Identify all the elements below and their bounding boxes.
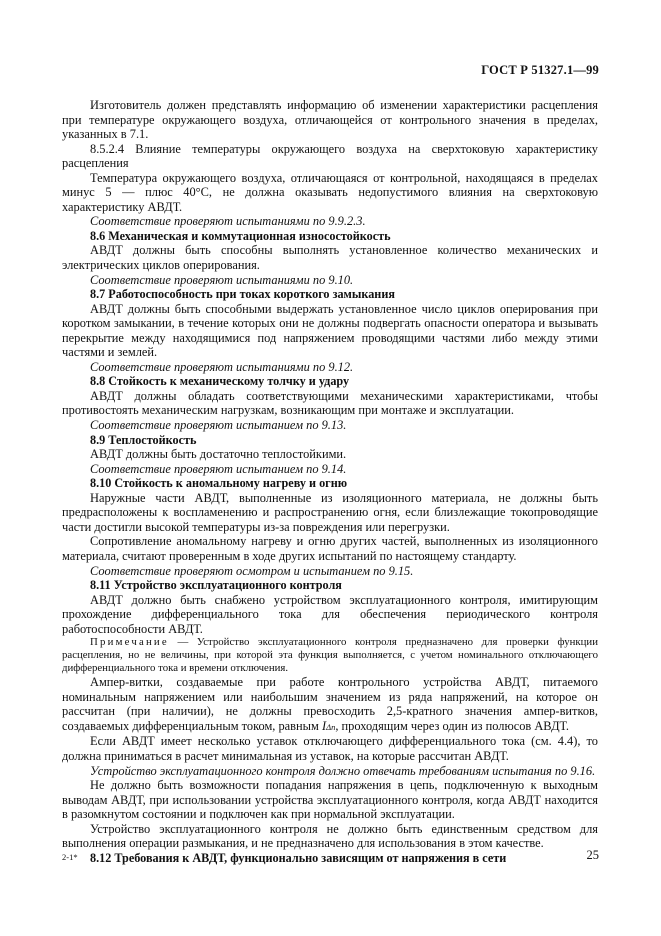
paragraph: Наружные части АВДТ, выполненные из изоляционного материала, не должны быть предрасположены к воспламенению и распространению огня, если близлежащие токопроводящие части достигли высокой температуры из-за повреждения или перегрузки. xyxy=(62,490,598,534)
page-number: 25 xyxy=(586,848,599,862)
current-subscript: Δn xyxy=(326,721,336,732)
paragraph: АВДТ должны быть способными выдержать установленное число циклов оперирования при коротком замыкании, в течение которых они не должны подвергать опасности оператора и вызывать перекрытие между находящимися под напряжением проводящими частями либо между этими частями и землей. xyxy=(62,301,598,360)
section-heading-8-8: 8.8 Стойкость к механическому толчку и удару xyxy=(90,374,350,389)
section-heading-8-11: 8.11 Устройство эксплуатационного контроля xyxy=(90,578,342,593)
paragraph: Сопротивление аномальному нагреву и огню других частей, выполненных из изоляционного материала, считают проверенным в ходе других испытаний по настоящему стандарту. xyxy=(62,534,598,563)
paragraph: Изготовитель должен представлять информацию об изменении характеристики расцепления при температуре окружающего воздуха, отличающейся от контрольного значения в пределах, указанных в 7.1. xyxy=(62,98,598,142)
section-heading-8-9: 8.9 Теплостойкость xyxy=(90,432,197,447)
section-heading-8-10: 8.10 Стойкость к аномальному нагреву и огню xyxy=(90,476,348,491)
compliance-note: Соответствие проверяют испытаниями по 9.9.2.3. xyxy=(90,214,366,229)
compliance-note: Устройство эксплуатационного контроля должно отвечать требованиям испытания по 9.16. xyxy=(90,763,596,778)
paragraph: АВДТ должны быть способны выполнять установленное количество механических и электрических циклов оперирования. xyxy=(62,243,598,273)
paragraph: АВДТ должны обладать соответствующими механическими характеристиками, чтобы противостоять механическим нагрузкам, возникающим при монтаже и эксплуатации. xyxy=(62,388,598,418)
paragraph: Устройство эксплуатационного контроля не должно быть единственным средством для выполнения операции размыкания, и не предназначено для использования в этом качестве. xyxy=(62,821,598,851)
paragraph: Температура окружающего воздуха, отличающаяся от контрольной, находящаяся в пределах минус 5 — плюс 40°С, не должна оказывать недопустимого влияния на сверхтоковую характеристику АВДТ. xyxy=(62,170,598,214)
section-heading-8-12: 8.12 Требования к АВДТ, функционально зависящим от напряжения в сети xyxy=(90,850,507,865)
compliance-note: Соответствие проверяют испытаниями по 9.12. xyxy=(90,359,354,374)
paragraph: Если АВДТ имеет несколько уставок отключающего дифференциального тока (см. 4.4), то должна приниматься в расчет минимальная из уставок, на которые рассчитан АВДТ. xyxy=(62,734,598,763)
paragraph-text: Ампер-витки, создаваемые при работе контрольного устройства АВДТ, питаемого номинальным напряжением или наибольшим значением из ряда напряжений, на которое он рассчитан (при наличии), не должны превосходить 2,5-кратного значения ампер-витков, создаваемых дифференциальным током, равным xyxy=(62,675,598,733)
standard-code: ГОСТ Р 51327.1—99 xyxy=(481,63,599,77)
compliance-note: Соответствие проверяют испытаниями по 9.10. xyxy=(90,272,354,287)
signature-mark: 2-1* xyxy=(62,852,78,862)
paragraph: Не должно быть возможности попадания напряжения в цепь, подключенную к выходным выводам АВДТ, при использовании устройства эксплуатационного контроля, когда АВДТ находится в разомкнутом состоянии и подключен как при нормальной эксплуатации. xyxy=(62,778,598,822)
section-heading-8-6: 8.6 Механическая и коммутационная износостойкость xyxy=(90,228,391,243)
paragraph: АВДТ должны быть достаточно теплостойкими. xyxy=(90,447,347,462)
compliance-note: Соответствие проверяют испытанием по 9.13. xyxy=(90,418,347,433)
paragraph xyxy=(62,675,598,734)
note-text: — Устройство эксплуатационного контроля предназначено для проверки функции расцепления, но не величины, при которой эта функция выполняется, с учетом номинального отключающего дифференциального тока и времени отключения. xyxy=(62,636,598,675)
paragraph-text: , проходящим через один из полюсов АВДТ. xyxy=(335,718,569,733)
paragraph: АВДТ должно быть снабжено устройством эксплуатационного контроля, имитирующим прохождение дифференциального тока для обеспечения периодического контроля работоспособности АВДТ. xyxy=(62,592,598,636)
note xyxy=(62,636,598,675)
compliance-note: Соответствие проверяют испытанием по 9.14. xyxy=(90,461,347,476)
paragraph: 8.5.2.4 Влияние температуры окружающего воздуха на сверхтоковую характеристику расцепления xyxy=(62,141,598,171)
document-body xyxy=(62,98,598,865)
note-label: Примечание xyxy=(90,636,169,649)
section-heading-8-7: 8.7 Работоспособность при токах короткого замыкания xyxy=(90,287,395,302)
current-symbol: I xyxy=(321,718,327,733)
compliance-note: Соответствие проверяют осмотром и испытанием по 9.15. xyxy=(90,563,414,578)
